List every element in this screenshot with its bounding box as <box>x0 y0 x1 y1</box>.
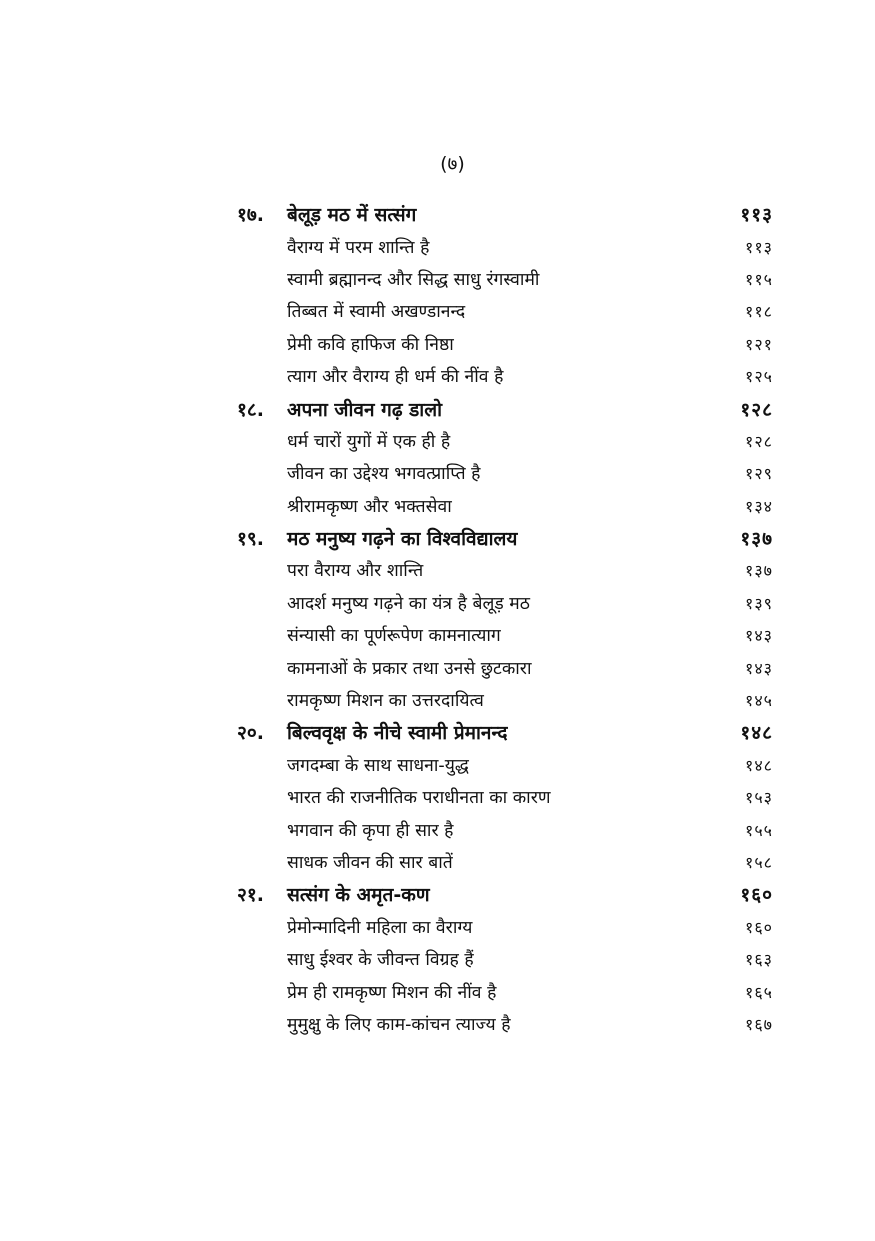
section-title: आदर्श मनुष्य गढ़ने का यंत्र है बेलूड़ मठ <box>287 593 530 614</box>
chapter-number: १९. <box>237 528 264 551</box>
section-title: स्वामी ब्रह्मानन्द और सिद्ध साधु रंगस्वामी <box>287 269 540 290</box>
section-title: रामकृष्ण मिशन का उत्तरदायित्व <box>287 691 484 712</box>
toc-section-row <box>237 813 773 845</box>
section-page-number: १३९ <box>745 593 773 613</box>
section-title: भारत की राजनीतिक पराधीनता का कारण <box>287 788 551 809</box>
chapter-number: १७. <box>237 204 264 227</box>
toc-section-row <box>237 1008 773 1040</box>
section-page-number: १३४ <box>745 496 773 516</box>
section-page-number: ११८ <box>745 302 773 322</box>
toc-section-row <box>237 360 773 392</box>
toc-section-row <box>237 587 773 619</box>
section-page-number: १६० <box>745 917 773 937</box>
toc-chapter-row <box>237 522 773 554</box>
section-title: प्रेम ही रामकृष्ण मिशन की नींव है <box>287 982 497 1003</box>
toc-chapter-row <box>237 878 773 910</box>
section-page-number: १४८ <box>745 755 773 775</box>
chapter-title: मठ मनुष्य गढ़ने का विश्वविद्यालय <box>287 528 518 551</box>
toc-section-row <box>237 846 773 878</box>
section-title: धर्म चारों युगों में एक ही है <box>287 431 451 452</box>
chapter-page-number: १६० <box>740 884 773 907</box>
chapter-number: २१. <box>237 884 264 907</box>
toc-section-row <box>237 490 773 522</box>
section-page-number: १६७ <box>745 1014 773 1034</box>
section-title: मुमुक्षु के लिए काम-कांचन त्याज्य है <box>287 1014 511 1035</box>
toc-chapter-row <box>237 198 773 230</box>
section-title: जीवन का उद्देश्य भगवत्प्राप्ति है <box>287 464 481 485</box>
chapter-heading <box>237 881 430 907</box>
section-page-number: १४५ <box>745 691 773 711</box>
section-page-number: १२५ <box>745 367 773 387</box>
chapter-title: बिल्ववृक्ष के नीचे स्वामी प्रेमानन्द <box>287 722 508 745</box>
chapter-heading <box>237 396 442 422</box>
section-title: संन्यासी का पूर्णरूपेण कामनात्याग <box>287 626 501 647</box>
section-title: जगदम्बा के साथ साधना-युद्ध <box>287 755 469 776</box>
section-page-number: १४३ <box>745 658 773 678</box>
toc-section-row <box>237 943 773 975</box>
section-title: साधक जीवन की सार बातें <box>287 853 453 873</box>
toc-section-row <box>237 781 773 813</box>
chapter-title: अपना जीवन गढ़ डालो <box>287 398 443 421</box>
table-of-contents <box>237 198 773 1040</box>
chapter-heading <box>237 525 517 551</box>
toc-section-row <box>237 651 773 683</box>
toc-section-row <box>237 684 773 716</box>
chapter-title: बेलूड़ मठ में सत्संग <box>287 204 417 227</box>
toc-chapter-row <box>237 392 773 424</box>
section-page-number: १५३ <box>745 788 773 808</box>
chapter-title: सत्संग के अमृत-कण <box>287 884 430 907</box>
toc-section-row <box>237 911 773 943</box>
section-title: प्रेमी कवि हाफिज की निष्ठा <box>287 334 454 355</box>
section-title: साधु ईश्वर के जीवन्त विग्रह हैं <box>287 950 474 971</box>
toc-section-row <box>237 975 773 1007</box>
toc-section-row <box>237 457 773 489</box>
section-title: त्याग और वैराग्य ही धर्म की नींव है <box>287 367 504 388</box>
chapter-page-number: १४८ <box>740 722 773 745</box>
section-title: श्रीरामकृष्ण और भक्तसेवा <box>287 496 452 517</box>
chapter-page-number: १३७ <box>740 528 773 551</box>
section-page-number: १४३ <box>745 626 773 646</box>
toc-section-row <box>237 263 773 295</box>
section-title: परा वैराग्य और शान्ति <box>287 561 424 582</box>
section-title: वैराग्य में परम शान्ति है <box>287 237 430 258</box>
section-title: भगवान की कृपा ही सार है <box>287 820 454 841</box>
toc-section-row <box>237 425 773 457</box>
chapter-page-number: १२८ <box>740 398 773 421</box>
toc-section-row <box>237 619 773 651</box>
section-page-number: ११५ <box>745 269 773 289</box>
section-title: कामनाओं के प्रकार तथा उनसे छुटकारा <box>287 658 532 679</box>
section-page-number: ११३ <box>745 237 773 257</box>
section-page-number: १२८ <box>745 431 773 451</box>
chapter-heading <box>237 719 507 745</box>
section-page-number: १५५ <box>745 820 773 840</box>
toc-section-row <box>237 749 773 781</box>
toc-section-row <box>237 295 773 327</box>
section-title: तिब्बत में स्वामी अखण्डानन्द <box>287 302 466 323</box>
toc-section-row <box>237 328 773 360</box>
chapter-heading <box>237 201 416 227</box>
section-page-number: १३७ <box>745 561 773 581</box>
section-page-number: १२९ <box>745 464 773 484</box>
section-title: प्रेमोन्मादिनी महिला का वैराग्य <box>287 917 473 938</box>
toc-section-row <box>237 554 773 586</box>
section-page-number: १२१ <box>745 334 773 354</box>
chapter-number: १८. <box>237 398 264 421</box>
section-page-number: १६३ <box>745 950 773 970</box>
toc-chapter-row <box>237 716 773 748</box>
chapter-number: २०. <box>237 722 264 745</box>
chapter-page-number: ११३ <box>740 204 773 227</box>
section-page-number: १५८ <box>745 853 773 872</box>
page-number: (७) <box>440 153 465 175</box>
section-page-number: १६५ <box>745 982 773 1002</box>
toc-section-row <box>237 230 773 262</box>
